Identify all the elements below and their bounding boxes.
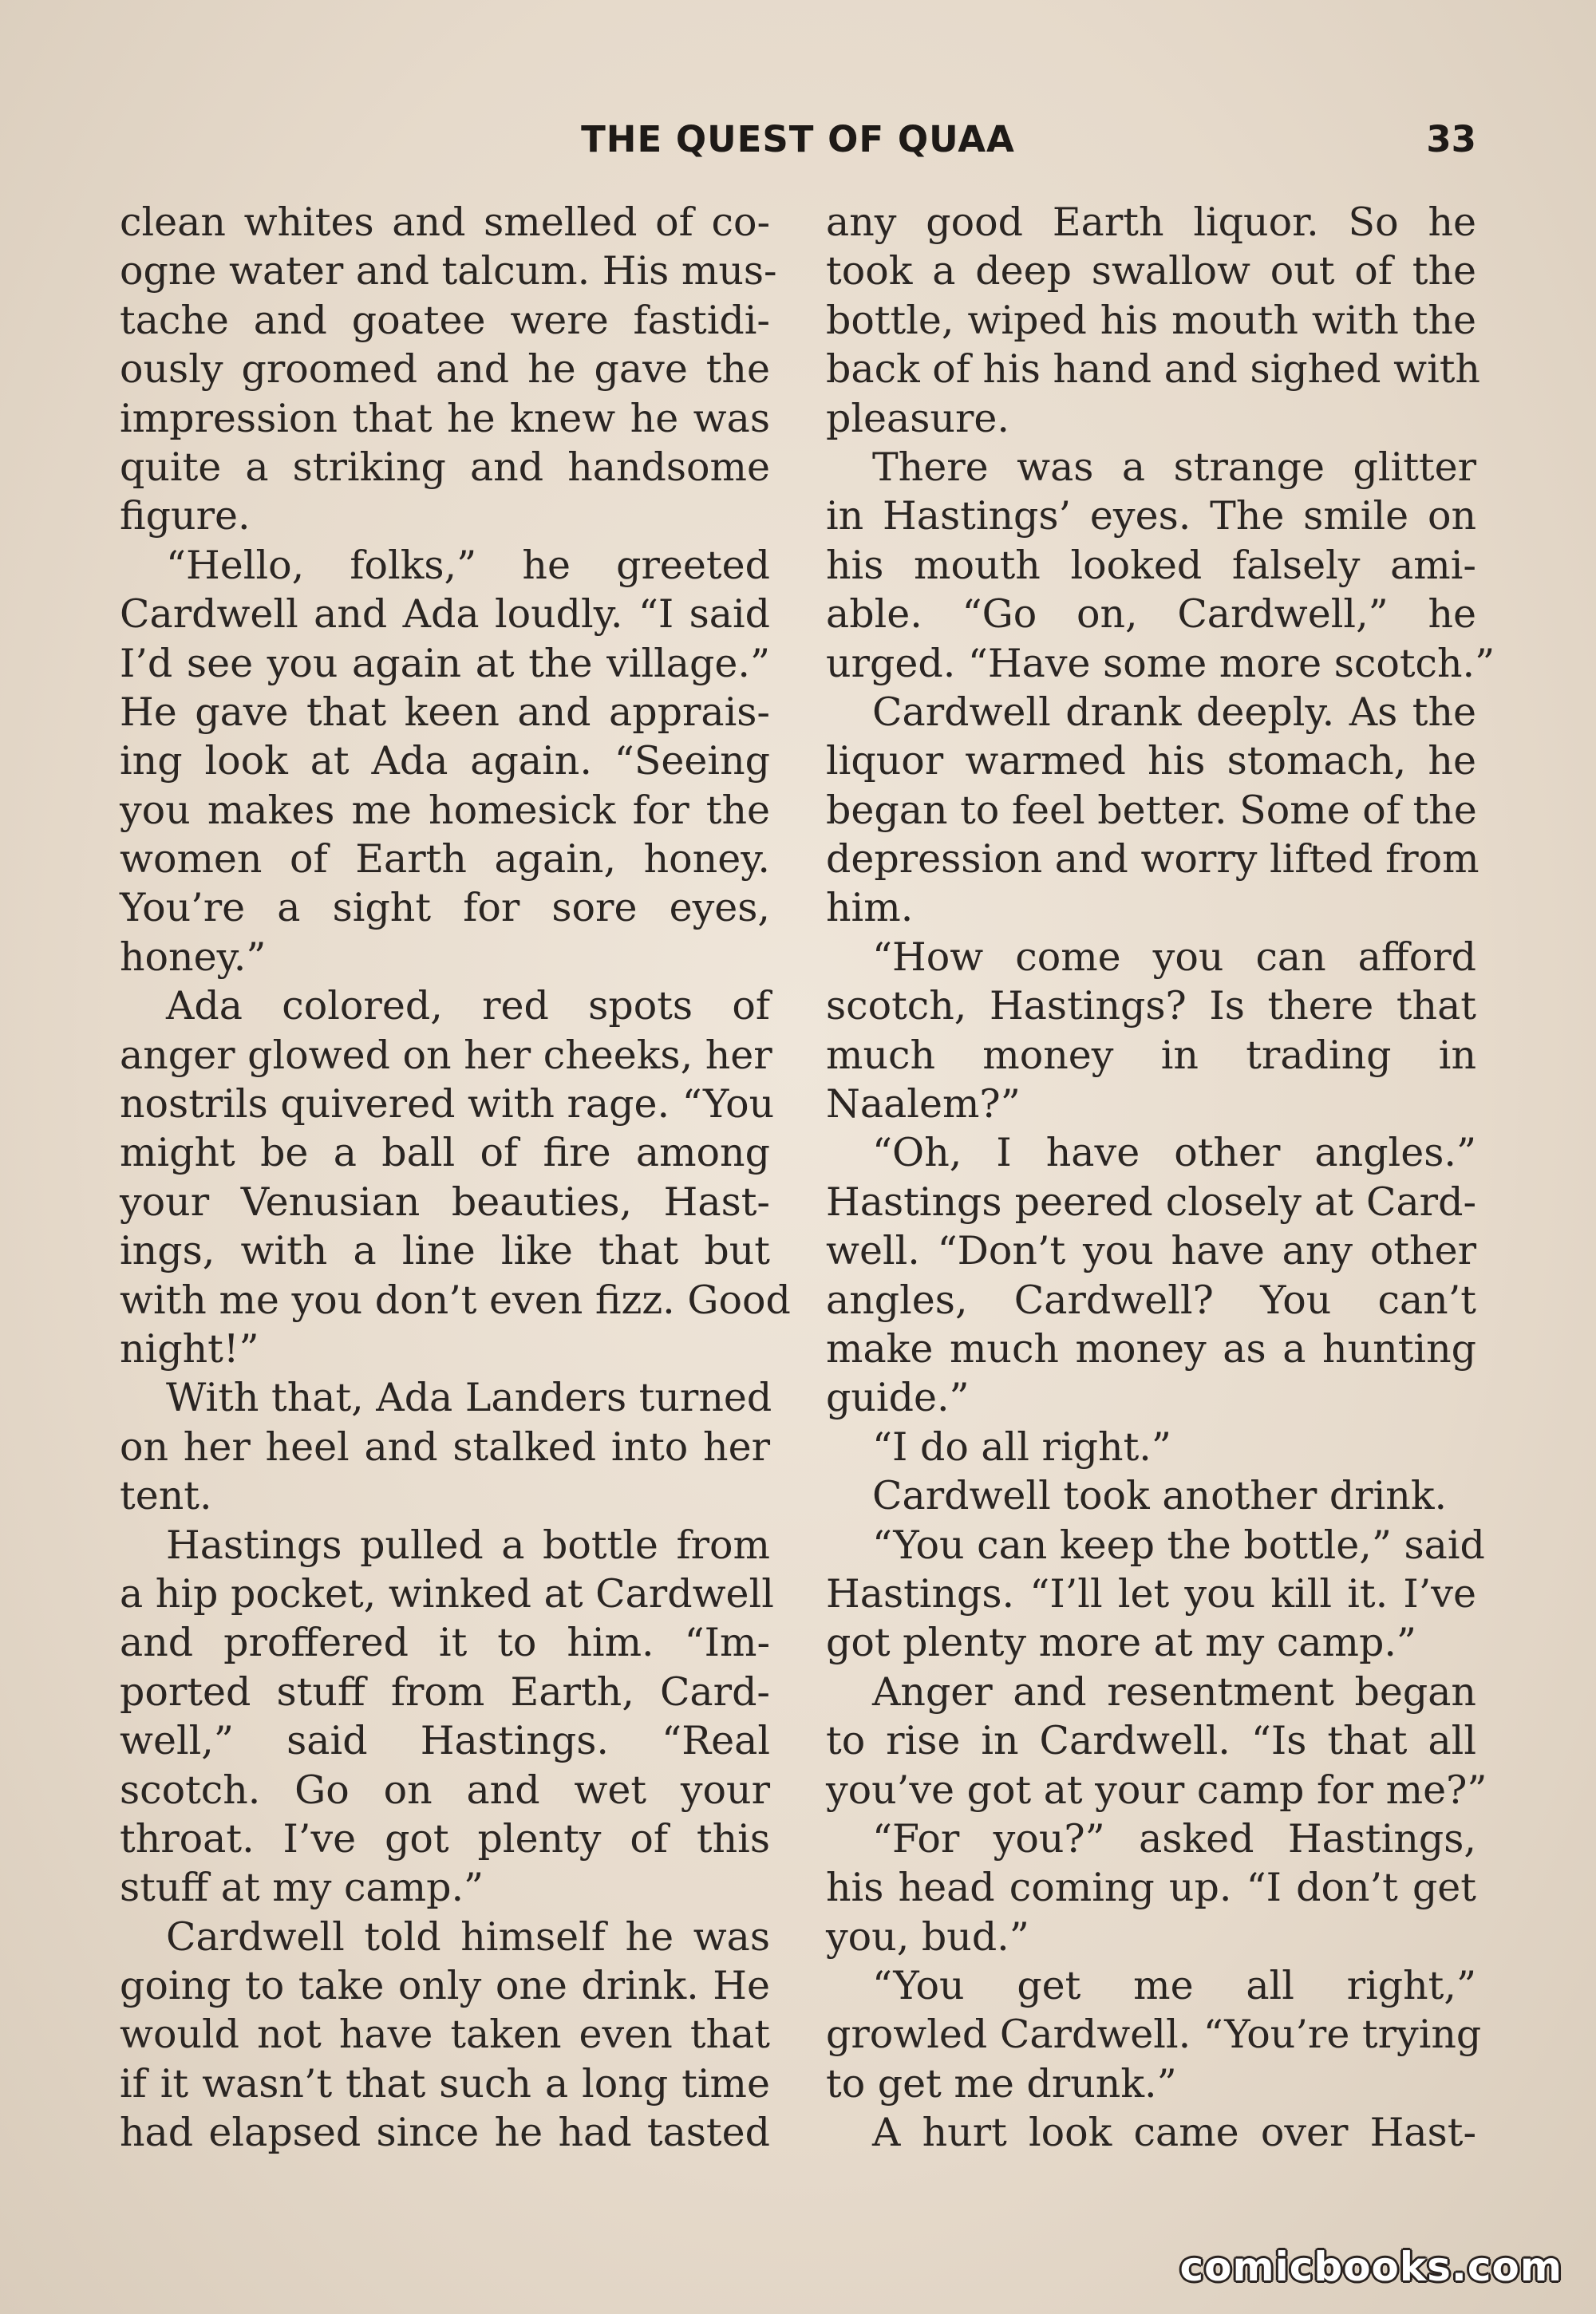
text-line: I’d see you again at the village.” — [120, 640, 770, 686]
text-line: able. “Go on, Cardwell,” he — [826, 591, 1476, 638]
left-text-column — [120, 198, 791, 2158]
text-line: Ada colored, red spots of — [166, 983, 770, 1029]
text-line: got plenty more at my camp.” — [826, 1620, 1416, 1666]
text-line: anger glowed on her cheeks, her — [120, 1032, 772, 1078]
text-line: began to feel better. Some of the — [826, 787, 1477, 833]
text-line: clean whites and smelled of co- — [120, 199, 770, 245]
text-line: quite a striking and handsome — [120, 444, 770, 490]
text-line: scotch, Hastings? Is there that — [826, 983, 1476, 1029]
text-line: With that, Ada Landers turned — [166, 1375, 772, 1421]
text-line: his head coming up. “I don’t get — [826, 1865, 1476, 1911]
text-line: if it wasn’t that such a long time — [120, 2060, 770, 2107]
site-watermark: comicbooks.com — [1179, 2244, 1562, 2290]
text-line: Cardwell and Ada loudly. “I said — [120, 591, 770, 638]
text-line: to get me drunk.” — [826, 2060, 1177, 2107]
text-line: throat. I’ve got plenty of this — [120, 1815, 770, 1862]
page-number: 33 — [1426, 118, 1476, 160]
text-line: make much money as a hunting — [826, 1325, 1476, 1372]
text-line: on her heel and stalked into her — [120, 1424, 770, 1470]
text-line: bottle, wiped his mouth with the — [826, 297, 1476, 343]
text-line: “Oh, I have other angles.” — [872, 1130, 1476, 1176]
text-line: your Venusian beauties, Hast- — [120, 1179, 770, 1225]
text-line: “You can keep the bottle,” said — [872, 1522, 1485, 1568]
text-line: Cardwell drank deeply. As the — [872, 689, 1476, 735]
text-line: Hastings pulled a bottle from — [166, 1522, 770, 1568]
text-line: Naalem?” — [826, 1081, 1021, 1127]
text-line: Hastings peered closely at Card- — [826, 1179, 1476, 1225]
text-line: much money in trading in — [826, 1032, 1476, 1078]
text-line: Cardwell told himself he was — [166, 1913, 770, 1960]
text-line: ported stuff from Earth, Card- — [120, 1668, 770, 1715]
text-line: scotch. Go on and wet your — [120, 1767, 770, 1813]
text-line: “You get me all right,” — [872, 1963, 1476, 2009]
text-line: urged. “Have some more scotch.” — [826, 640, 1495, 686]
text-line: and proffered it to him. “Im- — [120, 1620, 770, 1666]
text-line: honey.” — [120, 934, 267, 980]
right-text-column — [826, 198, 1495, 2158]
text-line: would not have taken even that — [120, 2012, 770, 2058]
text-line: night!” — [120, 1325, 259, 1372]
text-line: had elapsed since he had tasted — [120, 2110, 770, 2156]
text-line: ously groomed and he gave the — [120, 346, 770, 393]
text-line: going to take only one drink. He — [120, 1963, 770, 2009]
text-line: figure. — [120, 493, 251, 539]
text-line: you’ve got at your camp for me?” — [826, 1767, 1487, 1813]
text-line: depression and worry lifted from — [826, 836, 1479, 883]
text-line: you makes me homesick for the — [120, 787, 770, 833]
text-line: tent. — [120, 1473, 212, 1519]
text-line: to rise in Cardwell. “Is that all — [826, 1718, 1476, 1764]
text-line: He gave that keen and apprais- — [120, 689, 770, 735]
text-line: impression that he knew he was — [120, 395, 770, 441]
text-line: with me you don’t even fizz. Good — [120, 1277, 791, 1323]
text-line: “How come you can afford — [872, 934, 1476, 980]
text-line: tache and goatee were fastidi- — [120, 297, 770, 343]
text-line: a hip pocket, winked at Cardwell — [120, 1570, 774, 1617]
text-line: guide.” — [826, 1375, 970, 1421]
text-line: A hurt look came over Hast- — [872, 2110, 1476, 2156]
text-line: “I do all right.” — [872, 1424, 1171, 1470]
text-line: pleasure. — [826, 395, 1009, 441]
text-line: might be a ball of fire among — [120, 1130, 770, 1176]
text-line: well. “Don’t you have any other — [826, 1228, 1476, 1274]
text-line: any good Earth liquor. So he — [826, 199, 1476, 245]
text-line: women of Earth again, honey. — [120, 836, 770, 883]
text-line: nostrils quivered with rage. “You — [120, 1081, 775, 1127]
text-line: You’re a sight for sore eyes, — [120, 885, 770, 931]
text-line: angles, Cardwell? You can’t — [826, 1277, 1476, 1323]
text-line: his mouth looked falsely ami- — [826, 542, 1476, 588]
text-line: in Hastings’ eyes. The smile on — [826, 493, 1476, 539]
text-line: There was a strange glitter — [872, 444, 1476, 490]
text-line: stuff at my camp.” — [120, 1865, 484, 1911]
text-line: liquor warmed his stomach, he — [826, 738, 1476, 784]
text-line: you, bud.” — [826, 1913, 1029, 1960]
text-line: ing look at Ada again. “Seeing — [120, 738, 770, 784]
text-line: Cardwell took another drink. — [872, 1473, 1448, 1519]
text-line: back of his hand and sighed with — [826, 346, 1480, 393]
running-title: THE QUEST OF QUAA — [581, 118, 1015, 160]
text-line: him. — [826, 885, 914, 931]
text-line: “For you?” asked Hastings, — [872, 1815, 1476, 1862]
text-line: well,” said Hastings. “Real — [120, 1718, 770, 1764]
text-line: ogne water and talcum. His mus- — [120, 248, 777, 294]
text-line: “Hello, folks,” he greeted — [166, 542, 770, 588]
text-line: took a deep swallow out of the — [826, 248, 1476, 294]
text-line: Hastings. “I’ll let you kill it. I’ve — [826, 1570, 1476, 1617]
text-line: ings, with a line like that but — [120, 1228, 770, 1274]
text-line: Anger and resentment began — [872, 1668, 1476, 1715]
page-header — [120, 118, 1476, 174]
text-line: growled Cardwell. “You’re trying — [826, 2012, 1482, 2058]
